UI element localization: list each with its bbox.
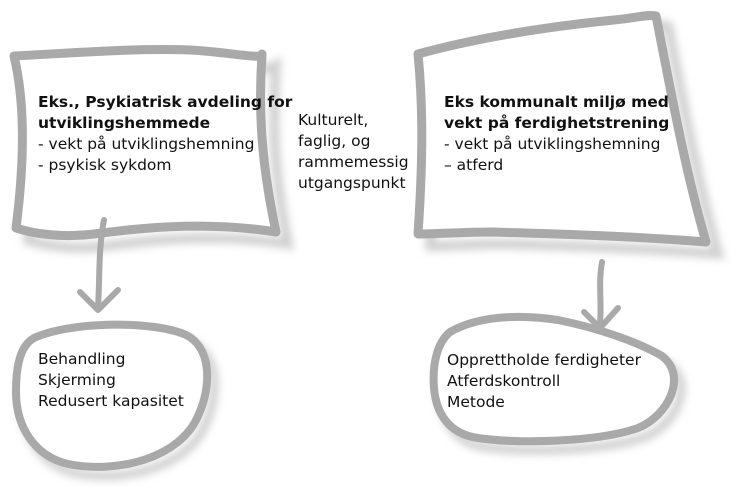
left-oval-item: Skjerming: [38, 371, 116, 389]
middle-label-line: Kulturelt,: [298, 111, 369, 129]
right-oval-item: Opprettholde ferdigheter: [447, 351, 641, 369]
right-oval-item: Atferdskontroll: [447, 372, 561, 390]
left-box-item: - psykisk sykdom: [38, 156, 172, 174]
right-box-item: – atferd: [444, 156, 504, 174]
right-oval-item: Metode: [447, 393, 505, 411]
left-box-item: - vekt på utviklingshemning: [38, 135, 255, 153]
left-oval-item: Redusert kapasitet: [38, 392, 184, 410]
left-box-title-line2: utviklingshemmede: [38, 114, 211, 132]
left-oval-text: [38, 349, 184, 412]
middle-label: [298, 110, 409, 194]
right-oval-text: [447, 350, 641, 413]
right-arrow: [584, 262, 618, 328]
left-box-text: [38, 92, 292, 176]
right-box-title-line2: vekt på ferdighetstrening: [444, 114, 670, 132]
middle-label-line: utgangspunkt: [298, 174, 406, 192]
left-oval-item: Behandling: [38, 350, 126, 368]
middle-label-line: rammemessig: [298, 153, 409, 171]
left-box-title-line1: Eks., Psykiatrisk avdeling for: [38, 93, 293, 111]
right-box-text: [444, 92, 669, 176]
right-box-item: - vekt på utviklingshemning: [444, 135, 661, 153]
middle-label-line: faglig, og: [298, 132, 371, 150]
right-box-title-line1: Eks kommunalt miljø med: [444, 93, 669, 111]
